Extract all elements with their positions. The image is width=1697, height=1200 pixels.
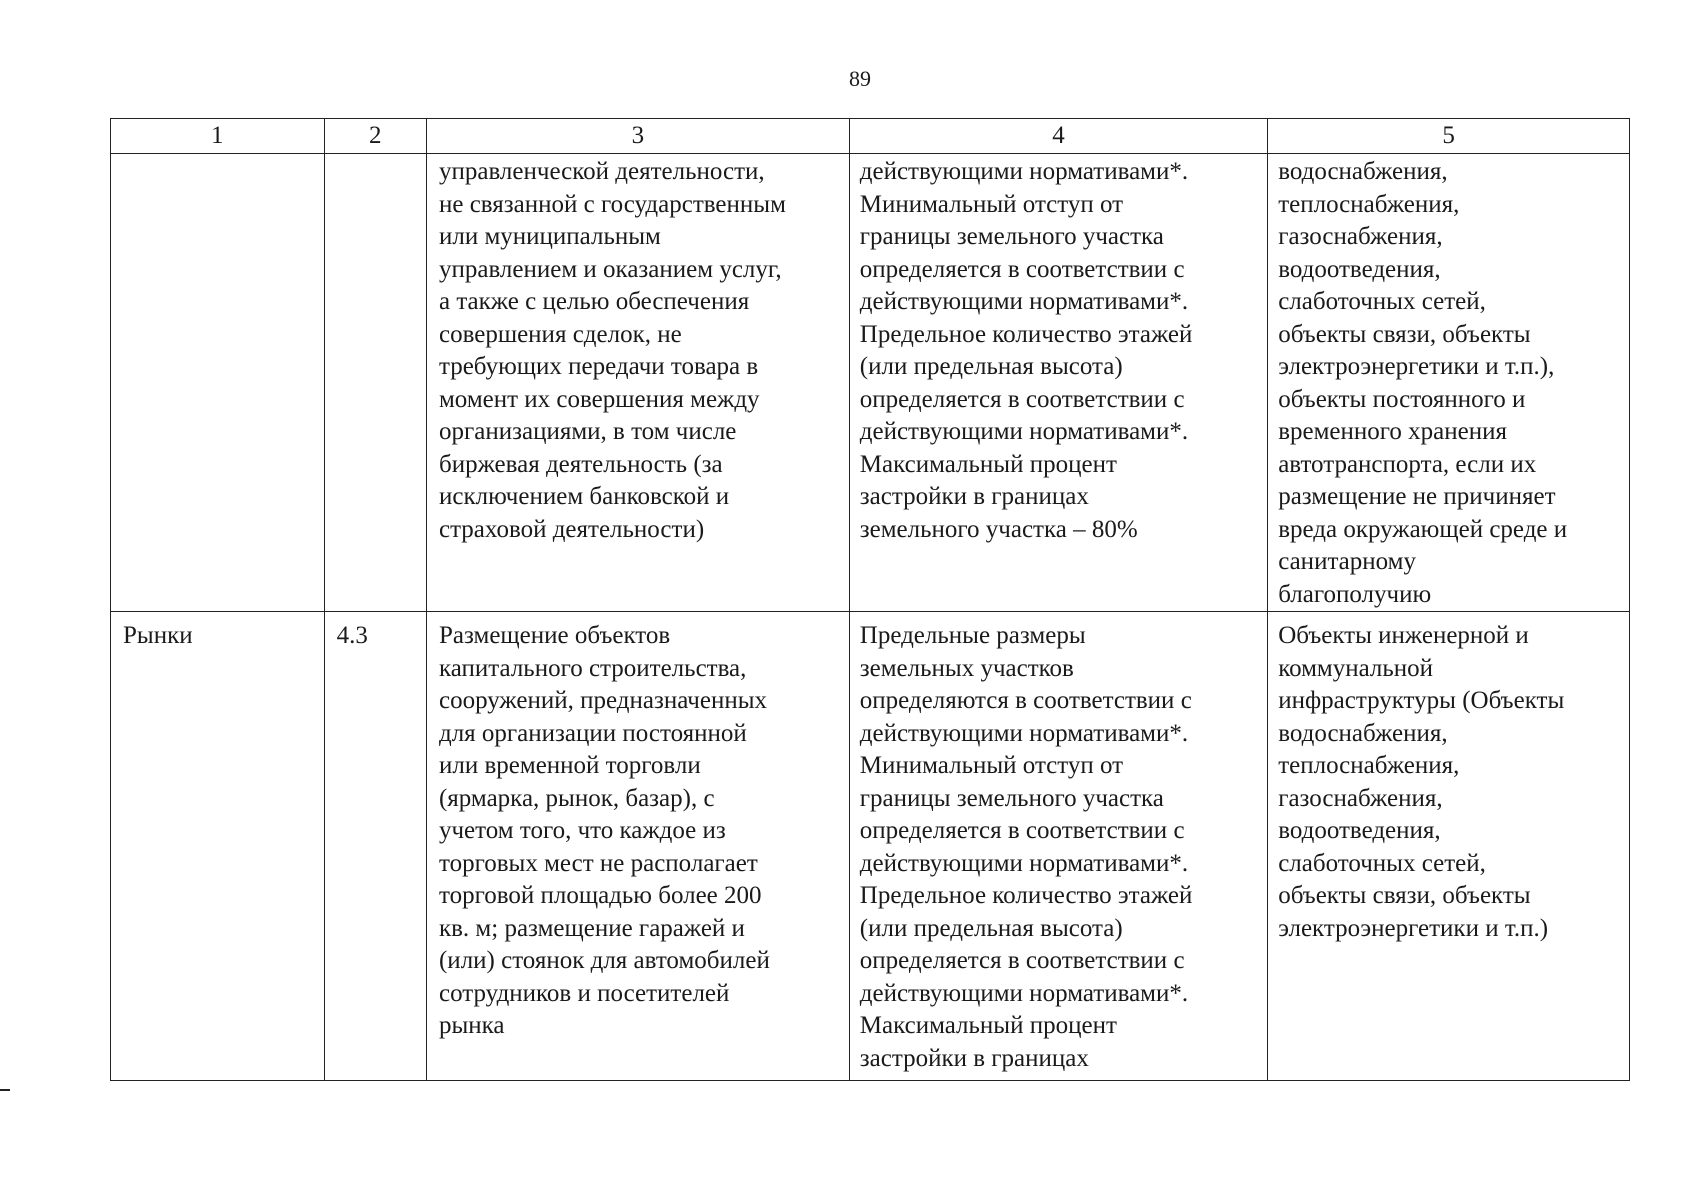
column-header-4: 4 <box>849 119 1267 154</box>
cell-auxiliary-uses <box>1268 612 1630 1081</box>
use-description-text: Размещение объектов капитального строительства, сооружений, предназначенных для организации постоянной или временной торговли (ярмарка, рынок, базар), с учетом того, что каждое из торговых мест не располагает торговой площадью более 200 кв. м; размещение гаражей и (или) стоянок для автомобилей сотрудников и посетителей рынка <box>438 622 770 1039</box>
page-number: 89 <box>849 66 871 91</box>
cell-use-name <box>111 612 325 1081</box>
margin-mark <box>0 1089 10 1091</box>
zoning-table <box>110 118 1630 1081</box>
column-header-5: 5 <box>1268 119 1630 154</box>
use-code-text: 4.3 <box>336 622 368 649</box>
cell-parameters <box>849 612 1267 1081</box>
parameters-text: действующими нормативами*. Минимальный отступ от границы земельного участка определяется в соответствии с действующими нормативами*. Предельное количество этажей (или предельная высота) определяется в соответствии с действующими нормативами*. Максимальный процент застройки в границах земельного участка – 80% <box>859 158 1193 543</box>
cell-use-name <box>111 154 325 612</box>
auxiliary-uses-text: водоснабжения, теплоснабжения, газоснабжения, водоотведения, слаботочных сетей, объекты связи, объекты электроэнергетики и т.п.), объекты постоянного и временного хранения автотранспорта, если их размещение не причиняет вреда окружающей среде и санитарному благополучию <box>1278 158 1568 608</box>
column-header-2: 2 <box>324 119 426 154</box>
cell-use-description <box>426 154 849 612</box>
parameters-text: Предельные размеры земельных участков определяются в соответствии с действующими нормативами*. Минимальный отступ от границы земельного участка определяется в соответствии с действующими нормативами*. Предельное количество этажей (или предельная высота) определяется в соответствии с действующими нормативами*. Максимальный процент застройки в границах <box>859 622 1193 1072</box>
table-row <box>111 154 1630 612</box>
cell-parameters <box>849 154 1267 612</box>
auxiliary-uses-text: Объекты инженерной и коммунальной инфраструктуры (Объекты водоснабжения, теплоснабжения, газоснабжения, водоотведения, слаботочных сетей, объекты связи, объекты электроэнергетики и т.п.) <box>1278 622 1565 942</box>
table-row <box>111 612 1630 1081</box>
column-header-3: 3 <box>426 119 849 154</box>
use-description-text: управленческой деятельности, не связанной с государственным или муниципальным управлением и оказанием услуг, а также с целью обеспечения совершения сделок, не требующих передачи товара в момент их совершения между организациями, в том числе биржевая деятельность (за исключением банковской и страховой деятельности) <box>438 158 786 543</box>
table-header-row <box>111 119 1630 154</box>
cell-auxiliary-uses <box>1268 154 1630 612</box>
cell-use-code <box>324 612 426 1081</box>
column-header-1: 1 <box>111 119 325 154</box>
cell-use-description <box>426 612 849 1081</box>
use-name-text: Рынки <box>123 622 193 649</box>
cell-use-code <box>324 154 426 612</box>
